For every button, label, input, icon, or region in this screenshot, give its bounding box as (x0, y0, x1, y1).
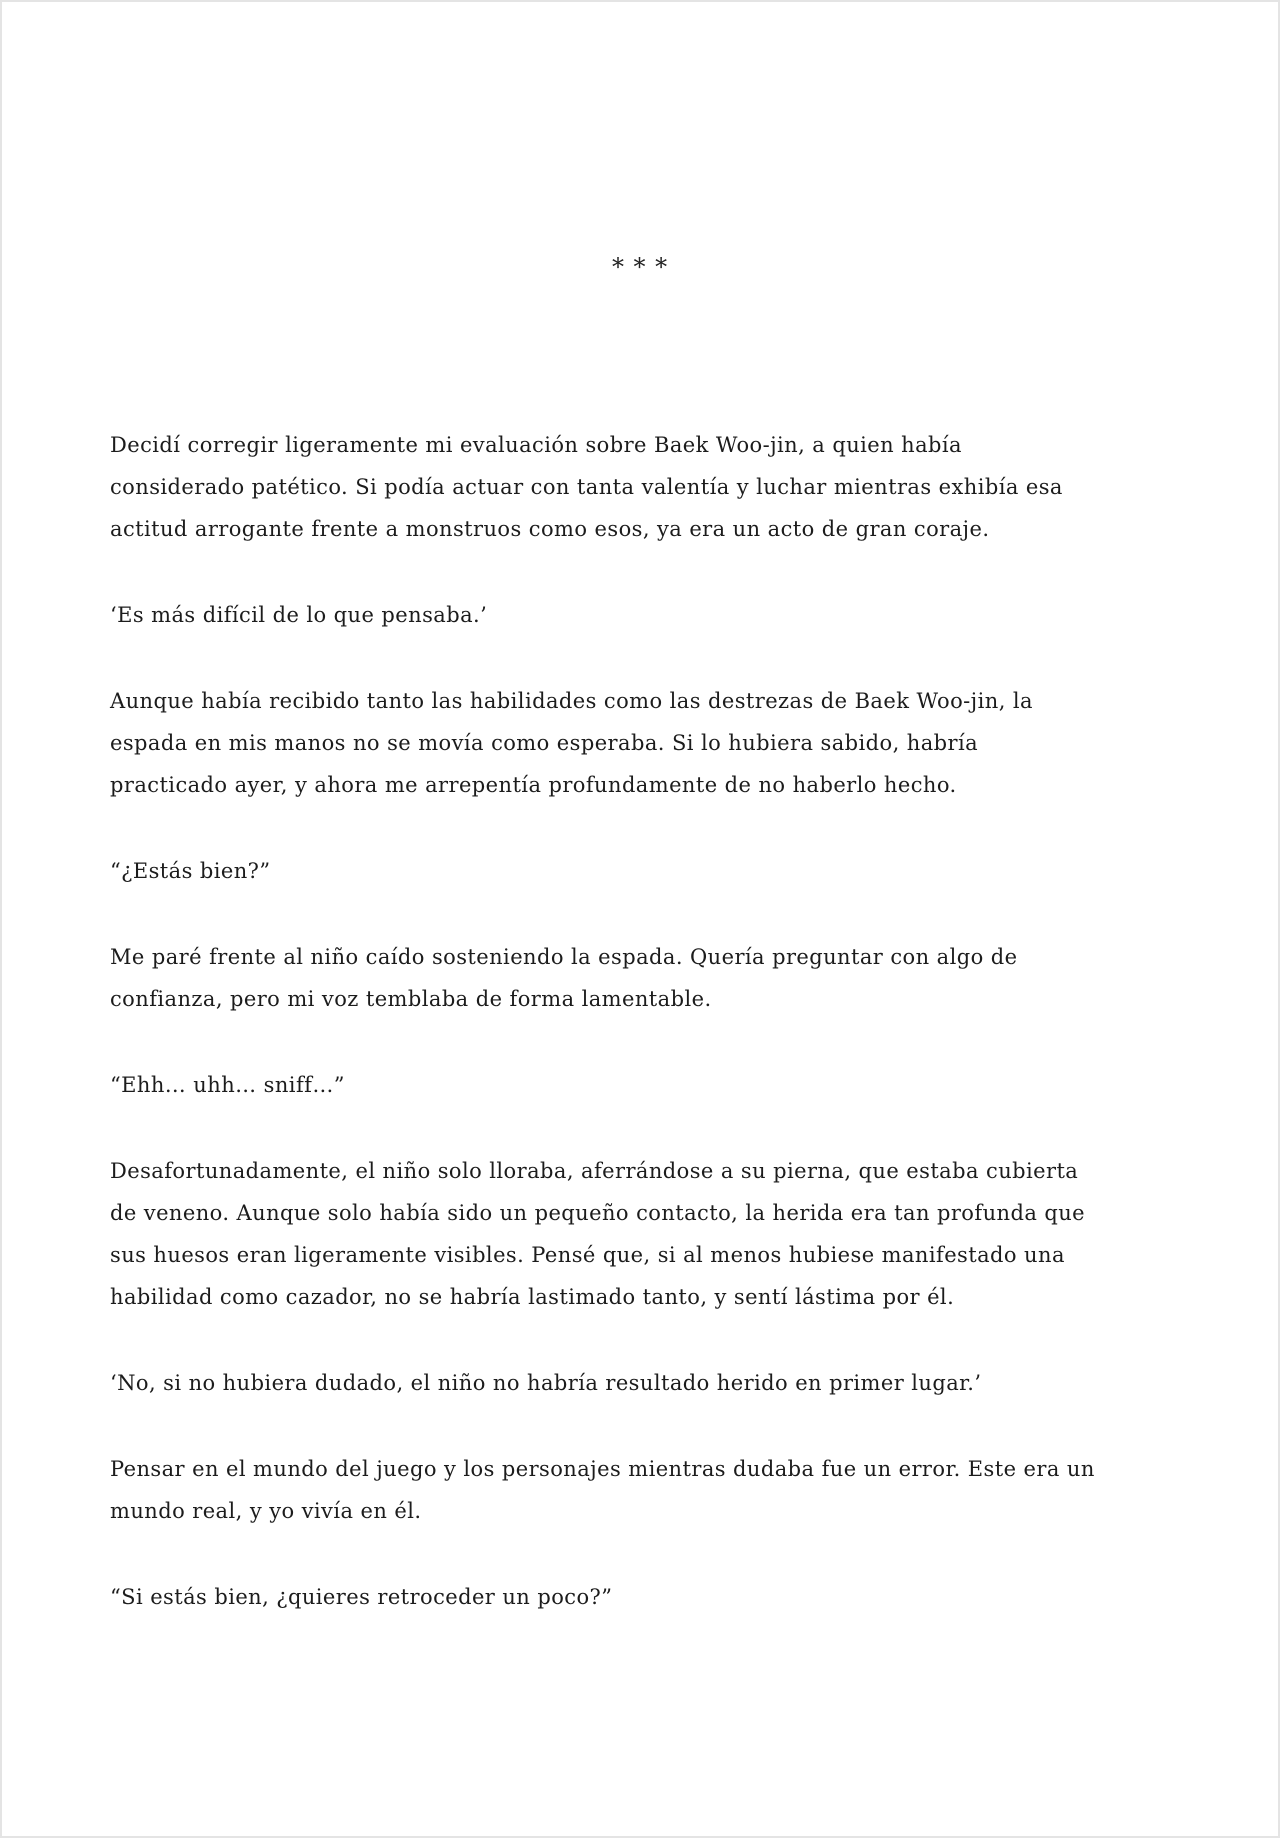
text-line: practicado ayer, y ahora me arrepentía profundamente de no haberlo hecho. (110, 773, 957, 797)
text-line: ‘Es más difícil de lo que pensaba.’ (110, 603, 488, 627)
text-line: “¿Estás bien?” (110, 859, 271, 883)
text-line: Pensar en el mundo del juego y los personajes mientras dudaba fue un error. Este era un (110, 1457, 1095, 1481)
paragraph (110, 1064, 1170, 1106)
paragraph (110, 936, 1170, 1020)
text-line: mundo real, y yo vivía en él. (110, 1499, 422, 1523)
paragraph (110, 850, 1170, 892)
text-line: “Ehh… uhh… sniff…” (110, 1073, 345, 1097)
text-line: “Si estás bien, ¿quieres retroceder un poco?” (110, 1585, 613, 1609)
text-line: ‘No, si no hubiera dudado, el niño no habría resultado herido en primer lugar.’ (110, 1371, 982, 1395)
text-line: de veneno. Aunque solo había sido un pequeño contacto, la herida era tan profunda que (110, 1201, 1086, 1225)
paragraph (110, 1576, 1170, 1618)
text-line: actitud arrogante frente a monstruos como esos, ya era un acto de gran coraje. (110, 517, 990, 541)
text-line: Decidí corregir ligeramente mi evaluación sobre Baek Woo-jin, a quien había (110, 433, 962, 457)
text-line: confianza, pero mi voz temblaba de forma lamentable. (110, 987, 712, 1011)
text-line: habilidad como cazador, no se habría lastimado tanto, y sentí lástima por él. (110, 1285, 955, 1309)
paragraph (110, 1150, 1170, 1318)
text-line: Desafortunadamente, el niño solo lloraba, aferrándose a su pierna, que estaba cubierta (110, 1159, 1079, 1183)
text-line: sus huesos eran ligeramente visibles. Pensé que, si al menos hubiese manifestado una (110, 1243, 1065, 1267)
paragraph (110, 424, 1170, 550)
text-line: considerado patético. Si podía actuar con tanta valentía y luchar mientras exhibía esa (110, 475, 1063, 499)
text-line: Aunque había recibido tanto las habilidades como las destrezas de Baek Woo-jin, la (110, 689, 1033, 713)
text-line: espada en mis manos no se movía como esperaba. Si lo hubiera sabido, habría (110, 731, 979, 755)
paragraph (110, 1362, 1170, 1404)
scene-separator: * * * (611, 253, 669, 281)
paragraph (110, 1448, 1170, 1532)
paragraph (110, 680, 1170, 806)
paragraph (110, 594, 1170, 636)
text-line: Me paré frente al niño caído sosteniendo la espada. Quería preguntar con algo de (110, 945, 1018, 969)
